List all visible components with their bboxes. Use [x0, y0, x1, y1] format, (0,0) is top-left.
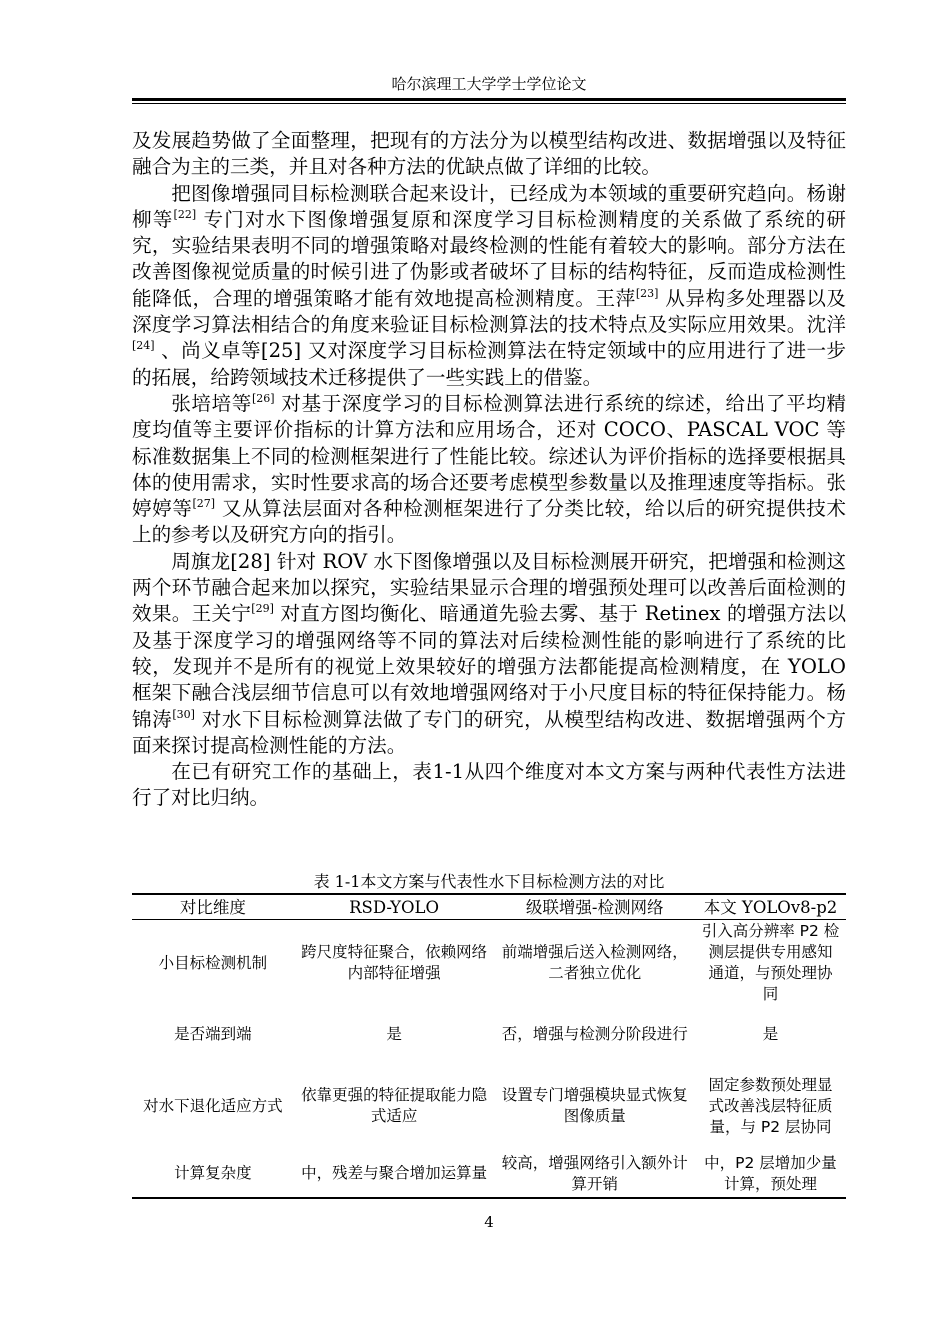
table-cell: 依靠更强的特征提取能力隐式适应 [301, 1086, 488, 1125]
table-cell: 是 [762, 1024, 779, 1043]
page-number: 4 [484, 1213, 494, 1231]
paragraph-text: 又从算法层面对各种检测框架进行了分类比较，给以后的研究提供技术上的参考以及研究方向的指引。 [132, 497, 847, 547]
citation-marker: [23] [635, 286, 659, 300]
paragraph-text: 周旗龙[28] 针对 ROV 水下图像增强以及目标检测展开研究，把增强和检测这两个环节融合起来加以探究，实验结果显示合理的增强预处理可以改善后面检测的效果。王关宁 [132, 549, 846, 626]
body-paragraph [132, 391, 846, 549]
body-paragraph [132, 181, 846, 391]
table-cell: 中，P2 层增加少量计算，预处理 [695, 1150, 846, 1198]
table-cell: 是 [386, 1024, 402, 1043]
paragraph-text: 及发展趋势做了全面整理，把现有的方法分为以模型结构改进、数据增强以及特征融合为主的三类，并且对各种方法的优缺点做了详细的比较。 [132, 129, 846, 179]
table-header-row [132, 894, 846, 920]
table-cell: 小目标检测机制 [158, 953, 268, 972]
paragraph-text: 、尚义卓等[25] 又对深度学习目标检测算法在特定领域中的应用进行了进一步的拓展，给跨领域技术迁移提供了一些实践上的借鉴。 [132, 339, 846, 389]
citation-marker: [26] [251, 391, 275, 405]
table-cell: 否，增强与检测分阶段进行 [501, 1024, 688, 1043]
paragraph-text: 把图像增强同目标检测联合起来设计，已经成为本领域的重要研究趋向。杨谢柳等 [132, 181, 846, 231]
table-cell: 前端增强后送入检测网络，二者独立优化 [501, 943, 688, 982]
paragraph-text: 专门对水下图像增强复原和深度学习目标检测精度的关系做了系统的研究，实验结果表明不同的增强策略对最终检测的性能有着较大的影响。部分方法在改善图像视觉质量的时候引进了伪影或者破坏了目标的结构特征，反而造成检测性能降低，合理的增强策略才能有效地提高检测精度。王萍 [132, 207, 846, 310]
table-cell: 对水下退化适应方式 [143, 1096, 283, 1115]
table-row [132, 1062, 846, 1150]
citation-marker: [27] [192, 497, 216, 511]
paragraph-text: 对水下目标检测算法做了专门的研究，从模型结构改进、数据增强两个方面来探讨提高检测性能的方法。 [132, 707, 847, 757]
table-header-cell: 本文 YOLOv8-p2 [695, 894, 846, 920]
table-header-cell: 对比维度 [132, 894, 294, 920]
paragraph-text: 对基于深度学习的目标检测算法进行系统的综述，给出了平均精度均值等主要评价指标的计算方法和应用场合，还对 COCO、PASCAL VOC 等标准数据集上不同的检测框架进行了性能比较。综述认为评价指标的选择要根据具体的使用需求，实时性要求高的场合还要考虑模型参数量以及推理速度等指标。张婷婷等 [132, 391, 846, 521]
table-cell: 是否端到端 [174, 1024, 252, 1043]
table-row [132, 920, 846, 1007]
table-row [132, 1150, 846, 1198]
table-cell: 跨尺度特征聚合，依赖网络内部特征增强 [301, 943, 488, 982]
body-paragraph [132, 759, 846, 812]
table-cell: 较高，增强网络引入额外计算开销 [494, 1150, 695, 1198]
body-text [132, 128, 846, 812]
table-header-cell: 级联增强-检测网络 [494, 894, 695, 920]
body-paragraph [132, 128, 846, 181]
table-cell: 计算复杂度 [132, 1150, 294, 1198]
running-header: 哈尔滨理工大学学士学位论文 [391, 75, 587, 93]
table-row [132, 1006, 846, 1062]
citation-marker: [24] [132, 339, 155, 353]
citation-marker: [29] [251, 602, 274, 616]
header-rule-thick [132, 98, 846, 101]
comparison-table [132, 893, 846, 1199]
table-cell: 固定参数预处理显式改善浅层特征质量，与 P2 层协同 [708, 1075, 833, 1136]
citation-marker: [22] [173, 207, 197, 221]
paragraph-text: 从异构多处理器以及深度学习算法相结合的角度来验证目标检测算法的技术特点及实际应用效果。沈洋 [132, 286, 847, 337]
table-cell: 设置专门增强模块显式恢复图像质量 [501, 1086, 688, 1125]
table-cell: 中，残差与聚合增加运算量 [294, 1150, 495, 1198]
paragraph-text: 对直方图均衡化、暗通道先验去雾、基于 Retinex 的增强方法以及基于深度学习的增强网络等不同的算法对后续检测性能的影响进行了系统的比较，发现并不是所有的视觉上效果较好的增强方法都能提高检测精度，在 YOLO 框架下融合浅层细节信息可以有效地增强网络对于小尺度目标的特征保持能力。杨锦涛 [132, 602, 846, 731]
table-cell: 引入高分辨率 P2 检测层提供专用感知通道，与预处理协同 [701, 922, 840, 1003]
table-header-cell: RSD-YOLO [294, 894, 495, 920]
table-caption: 表 1-1本文方案与代表性水下目标检测方法的对比 [313, 872, 665, 891]
body-paragraph [132, 549, 846, 759]
header-rule-thin [132, 103, 846, 104]
paragraph-text: 张培培等 [171, 391, 252, 415]
paragraph-text: 在已有研究工作的基础上，表1-1从四个维度对本文方案与两种代表性方法进行了对比归纳。 [132, 760, 846, 810]
citation-marker: [30] [172, 707, 195, 721]
